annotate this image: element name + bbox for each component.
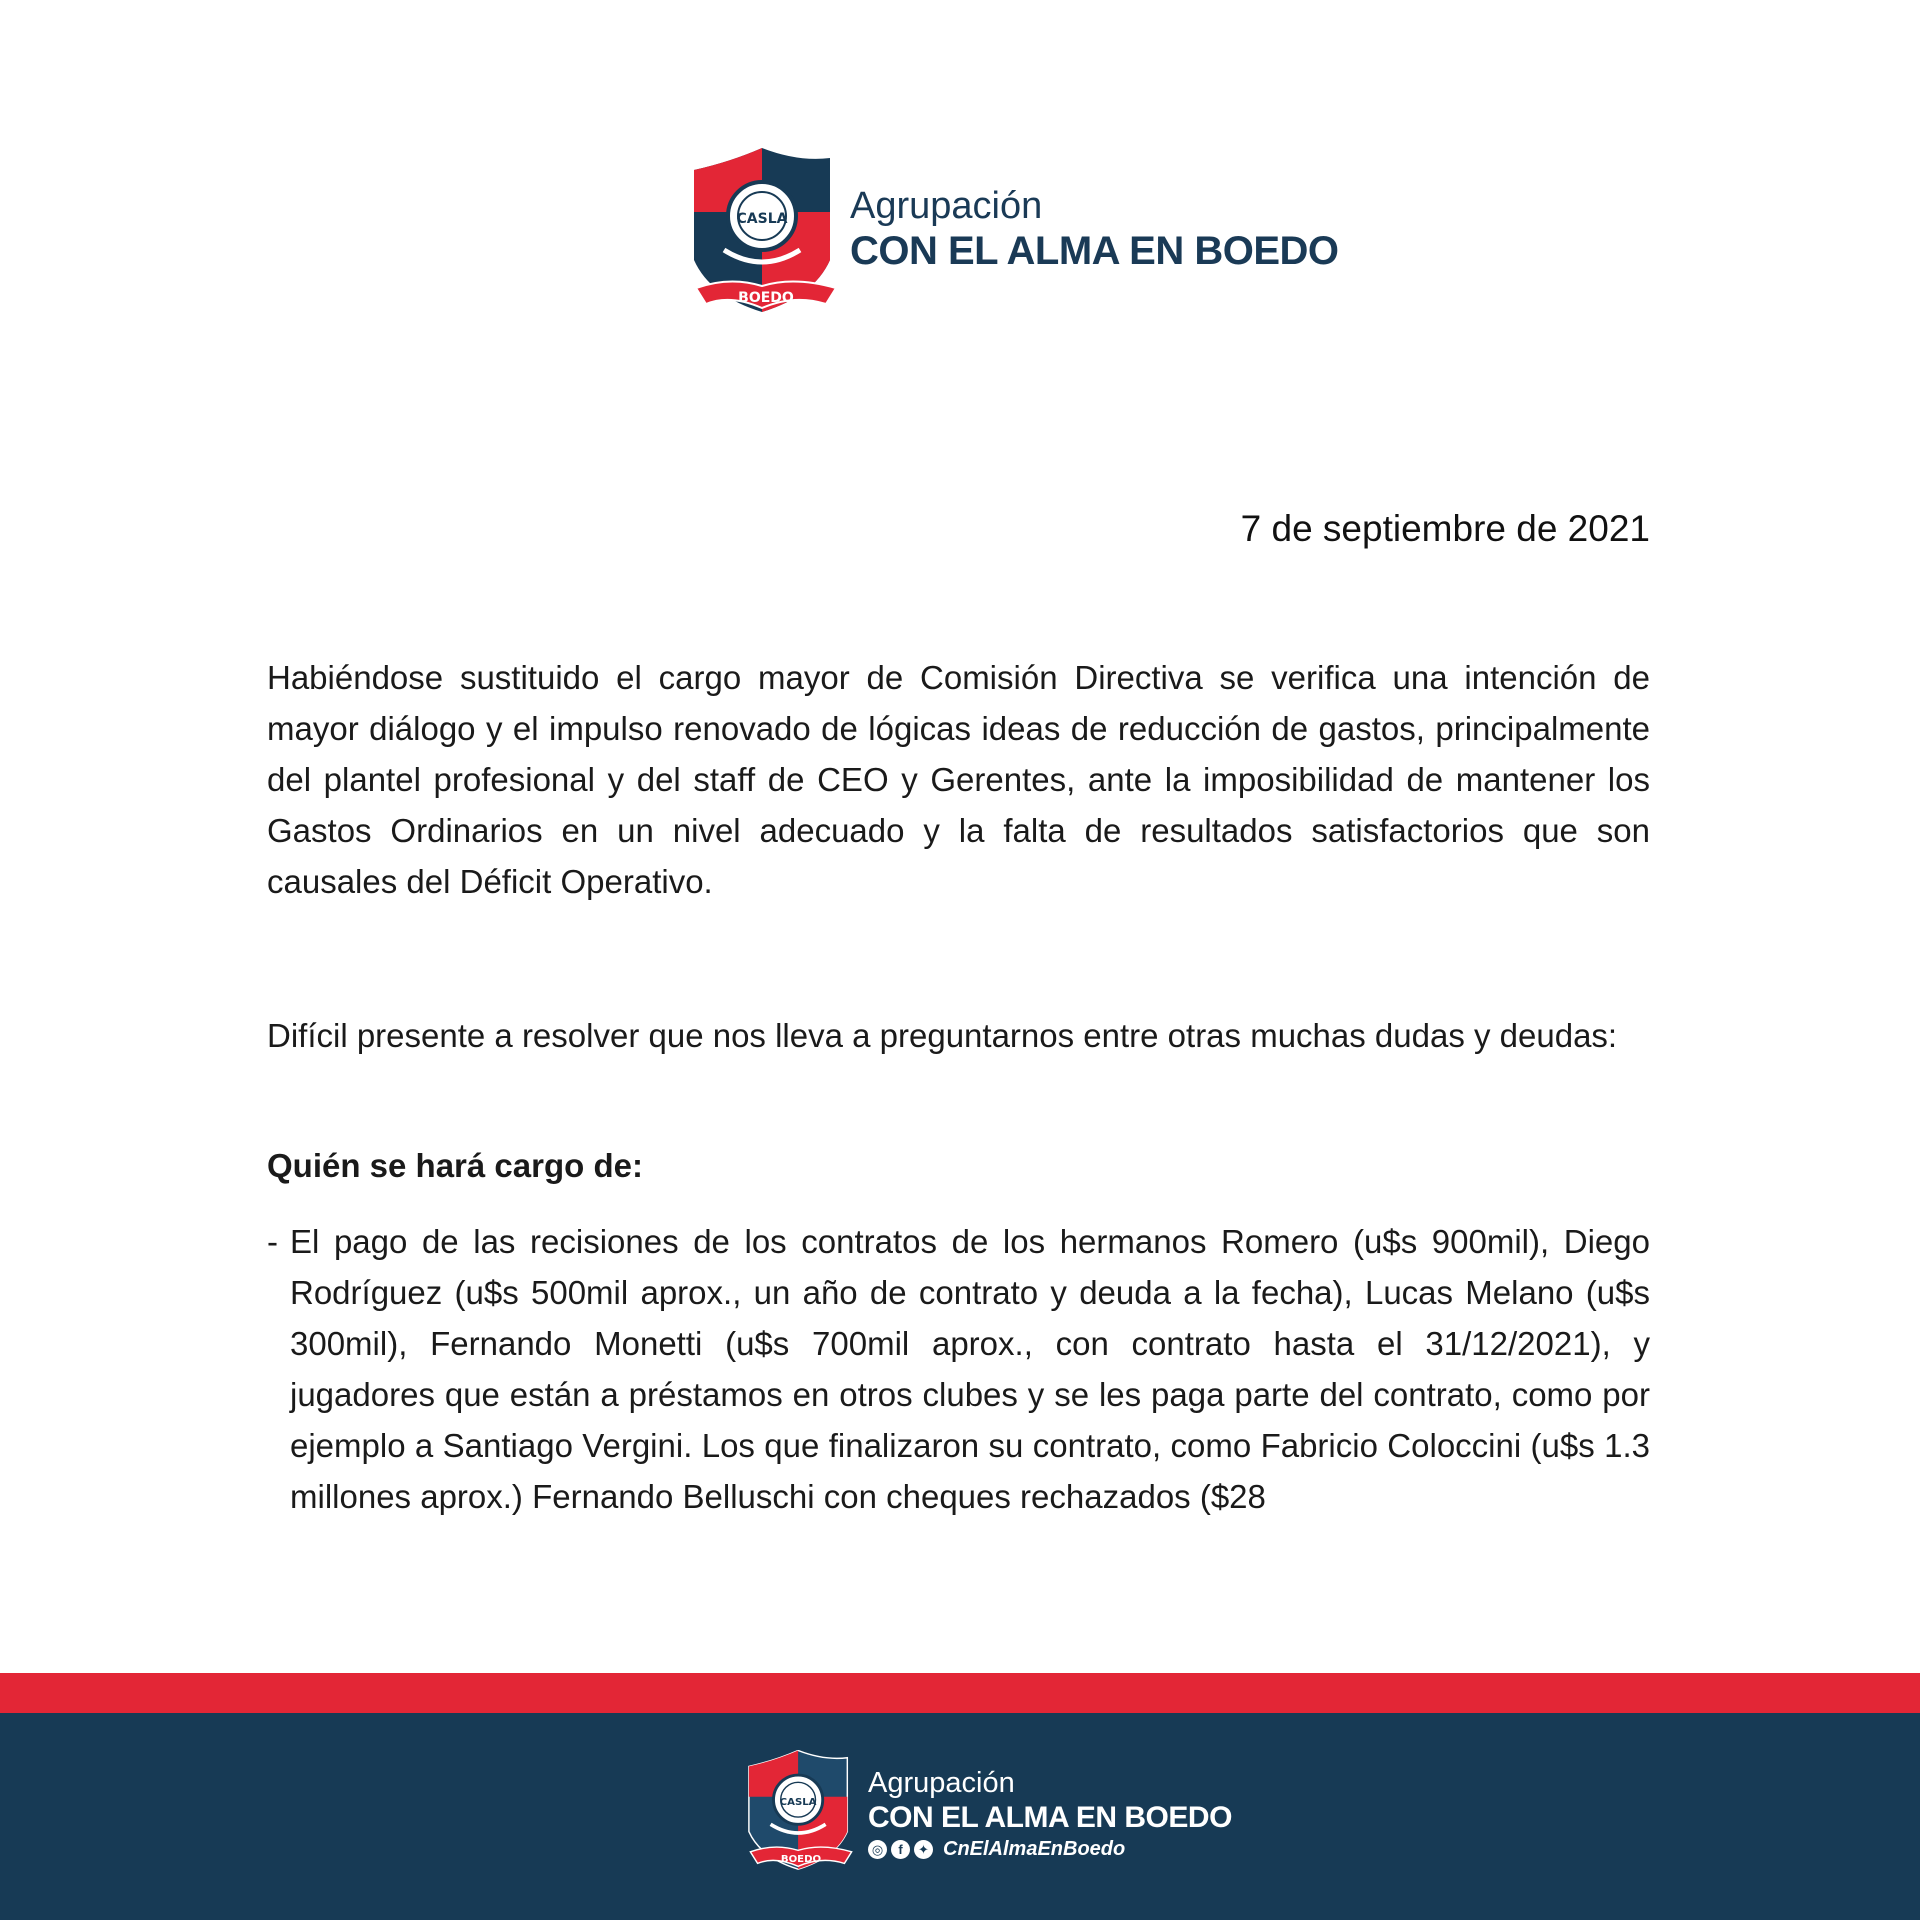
list-item [267,1216,1650,1522]
subheading: Quién se hará cargo de: [267,1147,643,1184]
list-bullet: - [267,1223,278,1260]
document-date: 7 de septiembre de 2021 [1240,508,1650,549]
list-item-text: El pago de las recisiones de los contratos de los hermanos Romero (u$s 900mil), Diego Rodríguez (u$s 500mil aprox., un año de contrato y deuda a la fecha), Lucas Melano (u$s 300mil), Fernando Monetti (u$s 700mil aprox., con contrato hasta el 31/12/2021), y jugadores que están a préstamos en otros clubes y se les paga parte del contrato, como por ejemplo a Santiago Vergini. Los que finalizaron su contrato, como Fabricio Coloccini (u$s 1.3 millones aprox.) Fernando Belluschi con cheques rechazados ($28 [290,1223,1650,1515]
social-handle[interactable]: CnElAlmaEnBoedo [943,1838,1126,1860]
debt-list [267,1216,1650,1522]
shield-monogram: CASLA [736,211,788,227]
shield-monogram: CASLA [779,1796,817,1808]
header-logo [690,148,1339,318]
footer-red-stripe [0,1673,1920,1713]
footer-logo [746,1750,1232,1910]
paragraph-2: Difícil presente a resolver que nos lleva a preguntarnos entre otras muchas dudas y deudas: [267,1017,1618,1054]
brand-line1: Agrupación [850,185,1043,227]
shield-ribbon: BOEDO [780,1853,822,1865]
paragraph-1: Habiéndose sustituido el cargo mayor de Comisión Directiva se verifica una intención de mayor diálogo y el impulso renovado de lógicas ideas de reducción de gastos, principalmente del plantel profesional y del staff de CEO y Gerentes, ante la imposibilidad de mantener los Gastos Ordinarios en un nivel adecuado y la falta de resultados satisfactorios que son causales del Déficit Operativo. [267,659,1650,900]
brand-line2: CON EL ALMA EN BOEDO [850,229,1339,273]
twitter-icon[interactable]: ✦ [914,1840,933,1859]
facebook-icon[interactable]: f [891,1840,910,1859]
social-row [868,1838,1232,1861]
footer-brand-line2: CON EL ALMA EN BOEDO [868,1801,1232,1834]
club-shield-icon [690,148,842,318]
club-shield-icon [746,1750,856,1874]
footer-brand-line1: Agrupación [868,1767,1015,1799]
shield-ribbon: BOEDO [738,290,794,306]
instagram-icon[interactable]: ◎ [868,1840,887,1859]
